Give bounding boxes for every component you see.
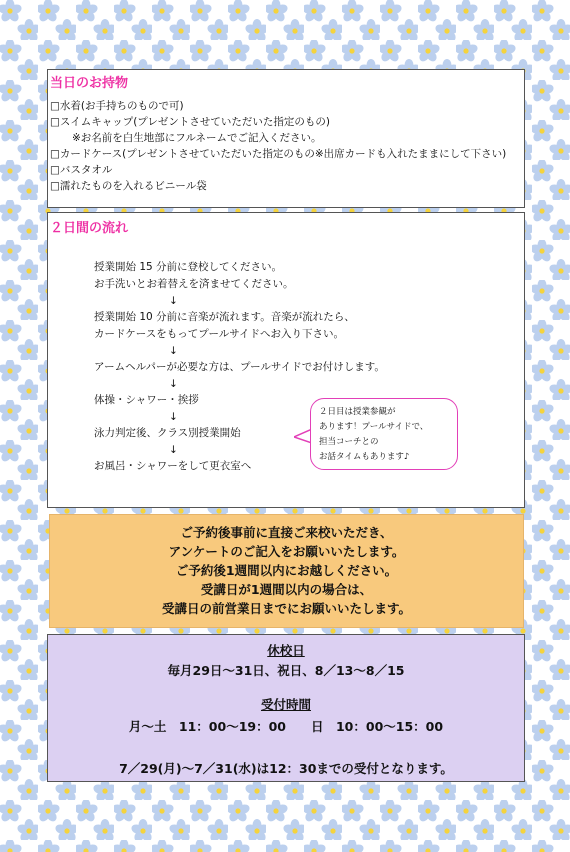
step-text: お手洗いとお着替えを済ませてください。 [94,278,294,290]
closed-days-text: 毎月29日～31日、祝日、8／13～8／15 [167,663,405,678]
bubble-line: ２日目は授業参観が [319,407,396,417]
reception-hours-text: 月～土 11：00～19：00 日 10：00～15：00 [128,719,444,734]
closed-days-title: 休校日 [267,643,305,658]
speech-bubble [310,398,458,470]
belongings-box [47,69,525,208]
step-text: アームヘルパーが必要な方は、プールサイドでお付けします。 [94,361,385,373]
down-arrow-icon: ↓ [169,295,178,307]
reception-hours-title: 受付時間 [260,697,311,712]
belongings-title: 当日のお持物 [50,76,129,91]
down-arrow-icon: ↓ [169,345,178,357]
belongings-item: □カードケース(プレゼントさせていただいた指定のもの※出席カードも入れたままにして下さい) [50,148,507,160]
step-text: 授業開始 10 分前に音楽が流れます。音楽が流れたら、 [94,311,355,323]
step-text: 授業開始 15 分前に登校してください。 [94,261,283,273]
down-arrow-icon: ↓ [169,444,178,456]
notice-line: 受講日が1週間以内の場合は、 [200,582,373,597]
belongings-note: ※お名前を白生地部にフルネームでご記入ください。 [72,132,322,144]
reservation-notice [49,514,524,628]
step-text: お風呂・シャワーをして更衣室へ [94,460,252,472]
bubble-line: あります！プールサイドで、 [319,422,429,432]
belongings-item: □バスタオル [50,164,113,176]
schedule-box [47,212,525,508]
step-text: 泳力判定後、クラス別授業開始 [94,427,241,439]
notice-line: ご予約後1週間以内にお越しください。 [175,563,398,578]
bubble-line: お話タイムもあります♪ [319,452,410,462]
bubble-line: 担当コーチとの [319,437,379,447]
down-arrow-icon: ↓ [169,411,178,423]
schedule-title: ２日間の流れ [50,221,129,236]
step-text: カードケースをもってプールサイドへお入り下さい。 [94,328,345,340]
special-hours-text: 7／29(月)～7／31(水)は12：30までの受付となります。 [119,761,453,776]
belongings-item: □スイムキャップ(プレゼントさせていただいた指定のもの) [50,116,330,128]
belongings-item: □水着(お手持ちのもので可) [50,100,184,112]
step-text: 体操・シャワー・挨拶 [94,394,199,406]
notice-line: 受講日の前営業日までにお願いいたします。 [161,601,411,616]
notice-line: ご予約後事前に直接ご来校いただき、 [180,525,393,540]
down-arrow-icon: ↓ [169,378,178,390]
hours-box [47,634,525,782]
notice-line: アンケートのご記入をお願いいたします。 [168,544,405,559]
belongings-item: □濡れたものを入れるビニール袋 [50,180,207,192]
